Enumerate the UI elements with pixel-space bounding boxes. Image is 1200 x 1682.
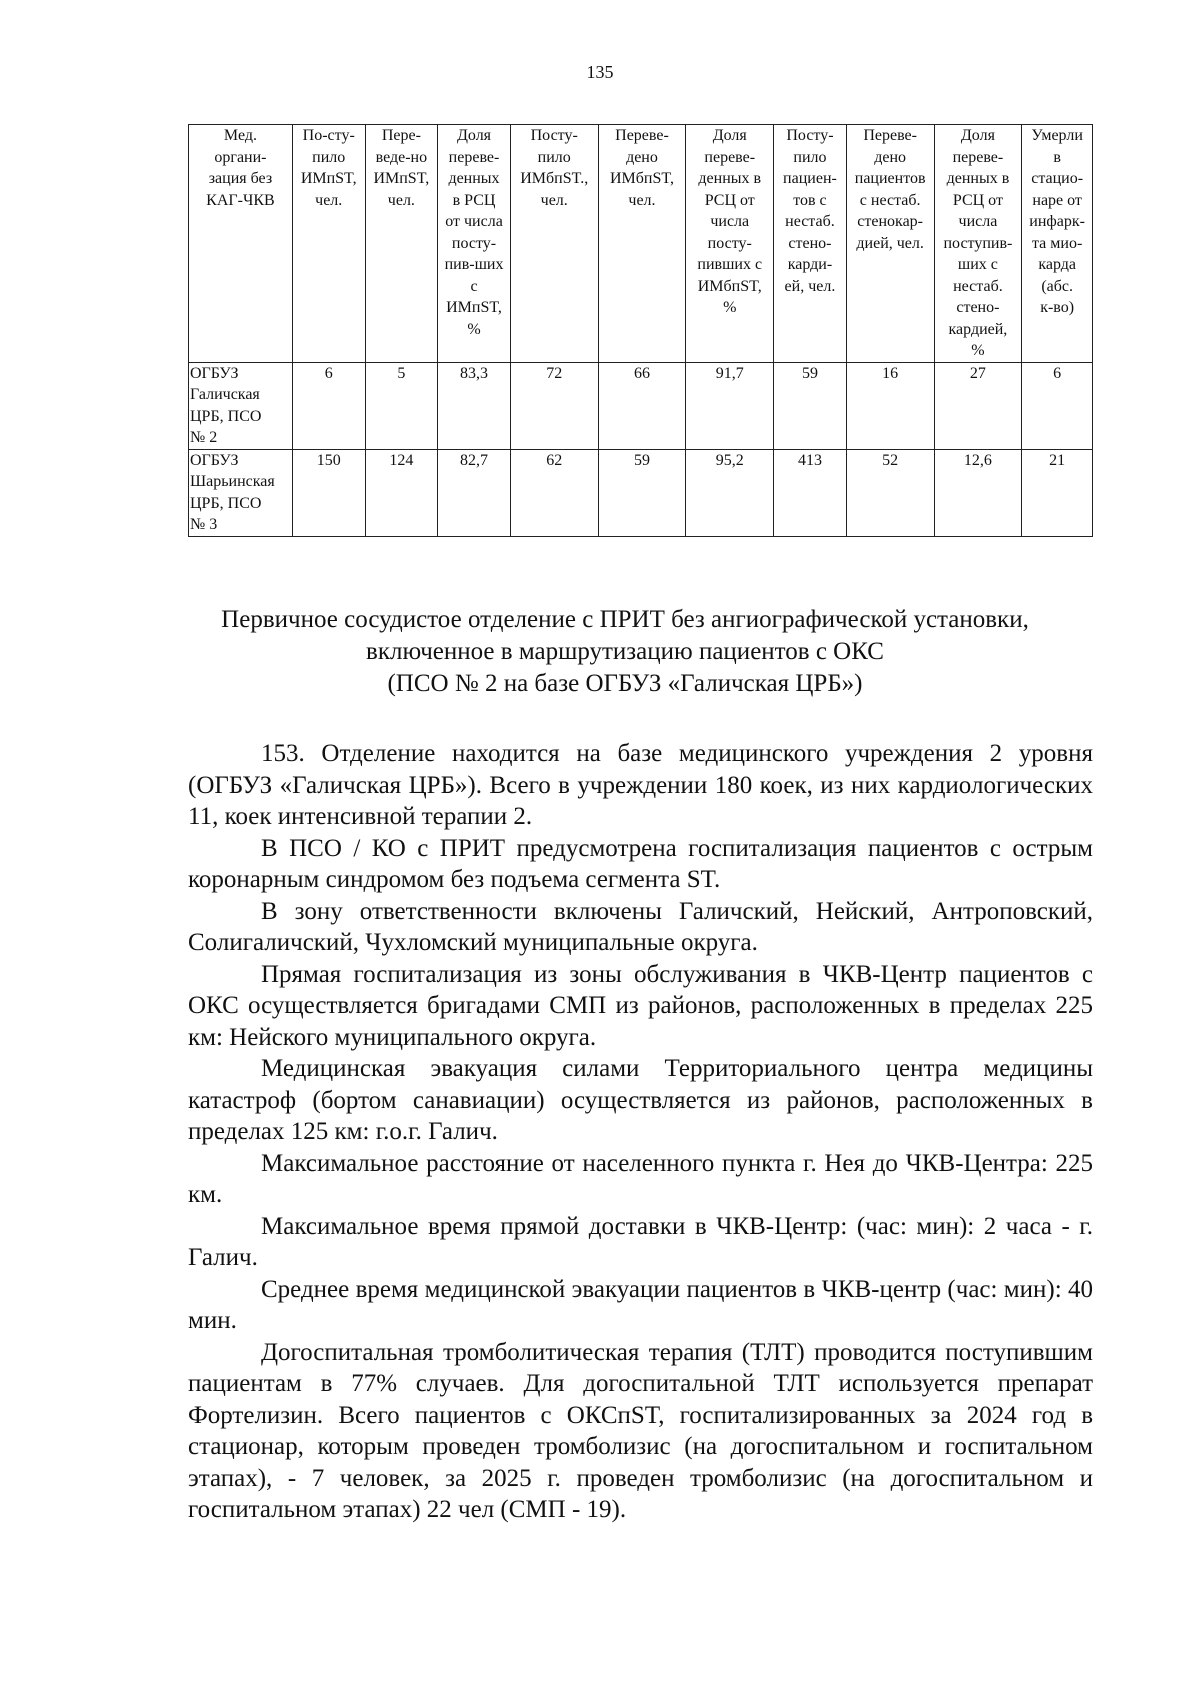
- paragraph: В ПСО / КО с ПРИТ предусмотрена госпитализация пациентов с острым коронарным синдромом без подъема сегмента ST.: [188, 834, 1093, 893]
- section-title-line: (ПСО № 2 на базе ОГБУЗ «Галичская ЦРБ»): [387, 670, 863, 697]
- table-cell-org: ОГБУЗ Шарьинская ЦРБ, ПСО № 3: [189, 449, 293, 536]
- table-header-cell: Доля переве- денных в РСЦ от числа посту- пивших с ИМбпST, %: [686, 125, 774, 363]
- table-cell: 62: [510, 449, 598, 536]
- table-header-cell: Посту- пило пациен- тов с нестаб. стено- карди- ей, чел.: [774, 125, 847, 363]
- table-cell: 124: [365, 449, 438, 536]
- table-header-cell: Умерли в стацио- наре от инфарк- та мио- карда (абс. к-во): [1022, 125, 1093, 363]
- statistics-table: [188, 124, 1093, 537]
- table-cell: 5: [365, 362, 438, 449]
- table-header-cell: Переве- дено ИМбпST, чел.: [598, 125, 686, 363]
- table-cell: 82,7: [438, 449, 511, 536]
- table-header-cell: Доля переве- денных в РСЦ от числа посту- пив-ших с ИМпST, %: [438, 125, 511, 363]
- table-cell-org: ОГБУЗ Галичская ЦРБ, ПСО № 2: [189, 362, 293, 449]
- table-header-cell: Доля переве- денных в РСЦ от числа поступив- ших с нестаб. стено- кардией, %: [934, 125, 1022, 363]
- table-cell: 72: [510, 362, 598, 449]
- paragraph: 153. Отделение находится на базе медицинского учреждения 2 уровня (ОГБУЗ «Галичская ЦРБ»). Всего в учреждении 180 коек, из них кардиологических 11, коек интенсивной терапии 2.: [188, 740, 1093, 830]
- table-cell: 91,7: [686, 362, 774, 449]
- paragraph: Максимальное расстояние от населенного пункта г. Нея до ЧКВ-Центра: 225 км.: [188, 1149, 1093, 1208]
- table-cell: 6: [1022, 362, 1093, 449]
- section-title-line: включенное в маршрутизацию пациентов с ОКС: [366, 638, 884, 665]
- table-row: [189, 362, 1093, 449]
- paragraph: В зону ответственности включены Галичский, Нейский, Антроповский, Солигаличский, Чухломский муниципальные округа.: [188, 897, 1093, 956]
- paragraph: Максимальное время прямой доставки в ЧКВ-Центр: (час: мин): 2 часа - г. Галич.: [188, 1212, 1093, 1271]
- table-cell: 27: [934, 362, 1022, 449]
- body-text: [188, 738, 1093, 1526]
- table-header-cell: По-сту- пило ИМпST, чел.: [292, 125, 365, 363]
- page-number: 135: [586, 62, 614, 82]
- table-cell: 150: [292, 449, 365, 536]
- table-header-cell: Мед. органи- зация без КАГ-ЧКВ: [189, 125, 293, 363]
- paragraph: Медицинская эвакуация силами Территориального центра медицины катастроф (бортом санавиации) осуществляется из районов, расположенных в пределах 125 км: г.о.г. Галич.: [188, 1055, 1093, 1145]
- table-cell: 66: [598, 362, 686, 449]
- table-cell: 16: [846, 362, 934, 449]
- paragraph: Догоспитальная тромболитическая терапия (ТЛТ) проводится поступившим пациентам в 77% случаев. Для догоспитальной ТЛТ используется препарат Фортелизин. Всего пациентов с ОКСпST, госпитализированных за 2024 год в стационар, которым проведен тромболизис (на догоспитальном и госпитальном этапах), - 7 человек, за 2025 г. проведен тромболизис (на догоспитальном и госпитальном этапах) 22 чел (СМП - 19).: [188, 1338, 1093, 1523]
- paragraph: Среднее время медицинской эвакуации пациентов в ЧКВ-центр (час: мин): 40 мин.: [188, 1275, 1093, 1334]
- table-cell: 21: [1022, 449, 1093, 536]
- table-header-cell: Переве- дено пациентов с нестаб. стенокар- дией, чел.: [846, 125, 934, 363]
- table-header-row: [189, 125, 1093, 363]
- table-row: [189, 449, 1093, 536]
- table-cell: 52: [846, 449, 934, 536]
- table-cell: 12,6: [934, 449, 1022, 536]
- table-header-cell: Посту- пило ИМбпST., чел.: [510, 125, 598, 363]
- table-cell: 59: [598, 449, 686, 536]
- table-cell: 83,3: [438, 362, 511, 449]
- table-cell: 95,2: [686, 449, 774, 536]
- table-header-cell: Пере- веде-но ИМпST, чел.: [365, 125, 438, 363]
- section-title-line: Первичное сосудистое отделение с ПРИТ без ангиографической установки,: [221, 606, 1029, 633]
- table-cell: 6: [292, 362, 365, 449]
- paragraph: Прямая госпитализация из зоны обслуживания в ЧКВ-Центр пациентов с ОКС осуществляется бригадами СМП из районов, расположенных в пределах 225 км: Нейского муниципального округа.: [188, 960, 1093, 1051]
- table-cell: 59: [774, 362, 847, 449]
- section-title: [150, 604, 1100, 700]
- table-cell: 413: [774, 449, 847, 536]
